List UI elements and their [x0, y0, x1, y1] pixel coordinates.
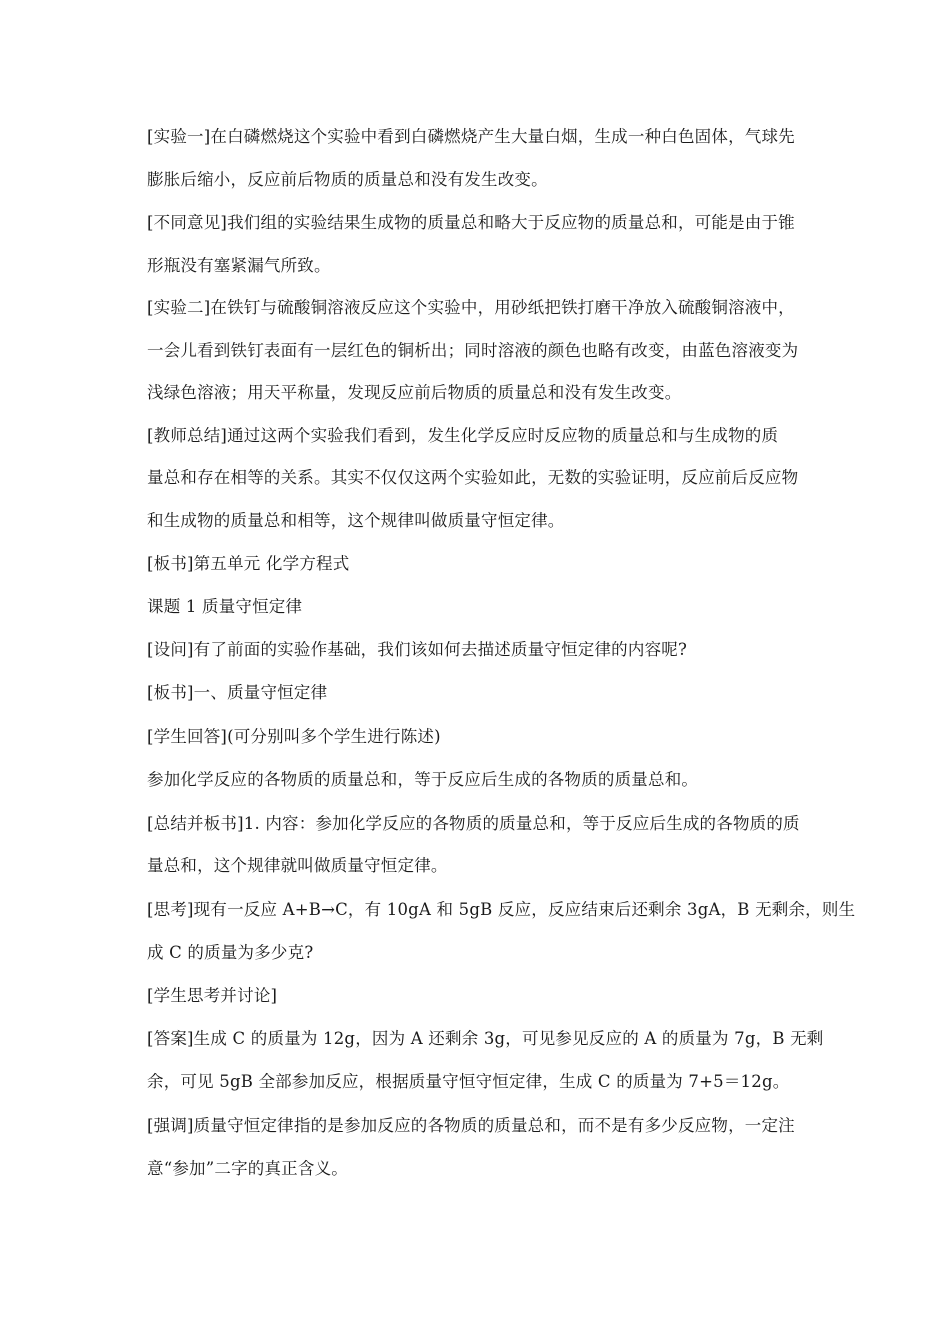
board-heading: [板书]一、质量守恒定律: [147, 683, 328, 702]
paragraph-line: 余，可见 5gB 全部参加反应，根据质量守恒守恒定律，生成 C 的质量为 7+5＝12g。: [147, 1072, 790, 1091]
paragraph-line: 形瓶没有塞紧漏气所致。: [147, 256, 331, 275]
paragraph-line: 量总和，这个规律就叫做质量守恒定律。: [147, 856, 448, 875]
paragraph-line: [学生思考并讨论]: [147, 986, 278, 1005]
paragraph-line: 量总和存在相等的关系。其实不仅仅这两个实验如此，无数的实验证明，反应前后反应物: [147, 468, 799, 487]
paragraph-line: [实验一]在白磷燃烧这个实验中看到白磷燃烧产生大量白烟，生成一种白色固体，气球先: [147, 127, 795, 146]
paragraph-line: 和生成物的质量总和相等，这个规律叫做质量守恒定律。: [147, 511, 565, 530]
paragraph-line: [学生回答](可分别叫多个学生进行陈述): [147, 727, 441, 746]
board-heading: [板书]第五单元 化学方程式: [147, 554, 350, 573]
paragraph-line: [教师总结]通过这两个实验我们看到，发生化学反应时反应物的质量总和与生成物的质: [147, 426, 779, 445]
paragraph-line: [不同意见]我们组的实验结果生成物的质量总和略大于反应物的质量总和，可能是由于锥: [147, 213, 795, 232]
paragraph-line: 参加化学反应的各物质的质量总和，等于反应后生成的各物质的质量总和。: [147, 770, 699, 789]
paragraph-line: [答案]生成 C 的质量为 12g，因为 A 还剩余 3g，可见参见反应的 A 的质量为 7g，B 无剩: [147, 1029, 824, 1048]
paragraph-line: [实验二]在铁钉与硫酸铜溶液反应这个实验中，用砂纸把铁打磨干净放入硫酸铜溶液中，: [147, 298, 795, 317]
lesson-title: 课题 1 质量守恒定律: [147, 597, 303, 616]
paragraph-line: [设问]有了前面的实验作基础，我们该如何去描述质量守恒定律的内容呢?: [147, 640, 688, 659]
paragraph-line: 意“参加”二字的真正含义。: [147, 1159, 348, 1178]
paragraph-line: 浅绿色溶液；用天平称量，发现反应前后物质的质量总和没有发生改变。: [147, 383, 682, 402]
paragraph-line: 膨胀后缩小，反应前后物质的质量总和没有发生改变。: [147, 170, 548, 189]
paragraph-line: [强调]质量守恒定律指的是参加反应的各物质的质量总和，而不是有多少反应物，一定注: [147, 1116, 795, 1135]
paragraph-line: [思考]现有一反应 A+B→C，有 10gA 和 5gB 反应，反应结束后还剩余 3gA，B 无剩余，则生: [147, 900, 856, 919]
paragraph-line: [总结并板书]1. 内容：参加化学反应的各物质的质量总和，等于反应后生成的各物质的质: [147, 814, 800, 833]
paragraph-line: 一会儿看到铁钉表面有一层红色的铜析出；同时溶液的颜色也略有改变，由蓝色溶液变为: [147, 341, 799, 360]
paragraph-line: 成 C 的质量为多少克?: [147, 943, 314, 962]
